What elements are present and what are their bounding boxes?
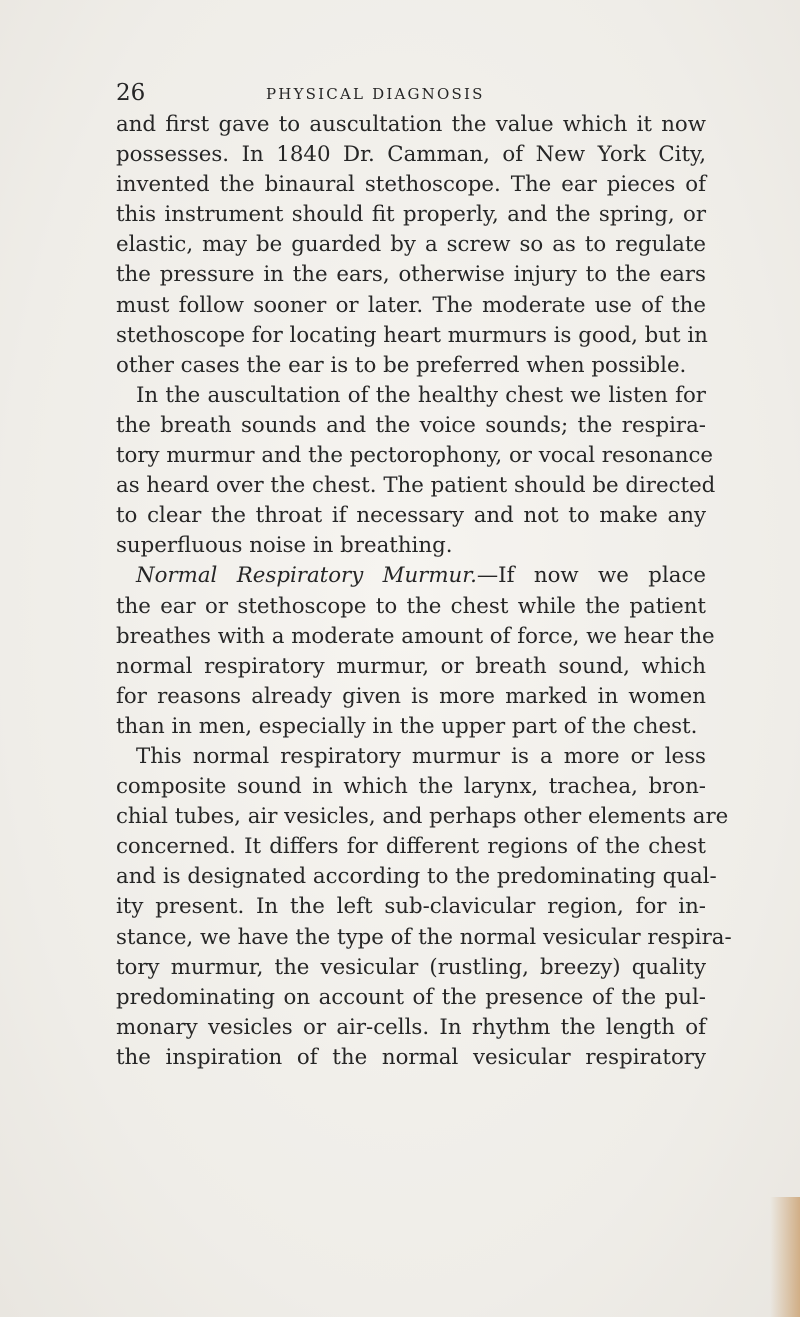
text-line: possesses. In 1840 Dr. Camman, of New York City,: [116, 142, 706, 168]
text-line: ity present. In the left sub-clavicular region, for in-: [116, 894, 706, 920]
text-line: the breath sounds and the voice sounds; the respira-: [116, 412, 706, 438]
text-line: predominating on account of the presence of the pul-: [116, 984, 706, 1010]
text-line: —If now we place: [476, 563, 706, 589]
text-line: normal respiratory murmur, or breath sound, which: [116, 653, 706, 679]
text-line: this instrument should fit properly, and the spring, or: [116, 202, 706, 228]
text-line: than in men, especially in the upper part of the chest.: [116, 713, 698, 739]
text-line: stance, we have the type of the normal vesicular respira-: [116, 924, 732, 950]
text-line: concerned. It differs for different regions of the chest: [116, 834, 706, 860]
text-line: breathes with a moderate amount of force, we hear the: [116, 623, 715, 649]
text-line-with-heading: [116, 561, 706, 591]
text-line: other cases the ear is to be preferred when possible.: [116, 352, 687, 378]
text-line: the inspiration of the normal vesicular respiratory: [116, 1044, 706, 1070]
body-text: [116, 110, 732, 1073]
text-line: and is designated according to the predominating qual-: [116, 864, 717, 890]
text-line: In the auscultation of the healthy chest we listen for: [136, 382, 706, 408]
text-line: composite sound in which the larynx, trachea, bron-: [116, 774, 706, 800]
text-line: tory murmur and the pectorophony, or vocal resonance: [116, 443, 713, 469]
text-line: as heard over the chest. The patient should be directed: [116, 473, 716, 499]
text-line: the pressure in the ears, otherwise injury to the ears: [116, 262, 706, 288]
text-line: invented the binaural stethoscope. The ear pieces of: [116, 172, 706, 198]
text-line: the ear or stethoscope to the chest while the patient: [116, 593, 706, 619]
page-number: 26: [116, 80, 146, 106]
text-line: must follow sooner or later. The moderate use of the: [116, 292, 706, 318]
text-line: and first gave to auscultation the value which it now: [116, 112, 706, 137]
text-line: tory murmur, the vesicular (rustling, breezy) quality: [116, 954, 706, 980]
page-header: [116, 80, 706, 106]
text-line: stethoscope for locating heart murmurs is good, but in: [116, 322, 708, 348]
text-line: to clear the throat if necessary and not to make any: [116, 503, 706, 529]
running-head: PHYSICAL DIAGNOSIS: [266, 85, 485, 103]
section-heading: Normal Respiratory Murmur.: [136, 563, 477, 589]
text-line: superfluous noise in breathing.: [116, 533, 453, 559]
text-line: for reasons already given is more marked in women: [116, 683, 706, 709]
page-edge-shadow: [770, 1197, 800, 1317]
text-line: elastic, may be guarded by a screw so as to regulate: [116, 232, 706, 258]
text-line: monary vesicles or air-cells. In rhythm the length of: [116, 1014, 706, 1040]
text-line: This normal respiratory murmur is a more or less: [136, 743, 706, 769]
text-line: chial tubes, air vesicles, and perhaps other elements are: [116, 804, 729, 830]
